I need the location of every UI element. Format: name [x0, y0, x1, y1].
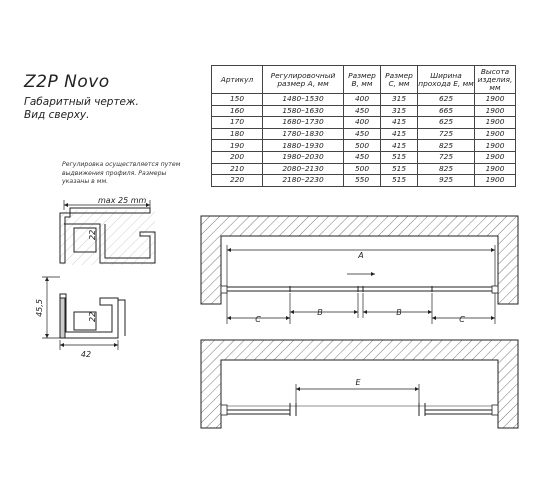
table-cell: 315 [381, 105, 418, 117]
table-cell: 450 [344, 105, 381, 117]
table-cell: 550 [344, 175, 381, 187]
table-cell: 400 [344, 117, 381, 129]
table-cell: 170 [212, 117, 263, 129]
table-cell: 1900 [475, 151, 516, 163]
table-cell: 210 [212, 163, 263, 175]
subtitle-line-1: Габаритный чертеж. [24, 96, 139, 108]
product-title: Z2P Novo [24, 72, 110, 92]
table-cell: 415 [381, 128, 418, 140]
table-cell: 500 [344, 140, 381, 152]
dim-22-label-lower: 22 [88, 311, 97, 322]
table-cell: 450 [344, 128, 381, 140]
table-cell: 925 [418, 175, 475, 187]
table-cell: 515 [381, 163, 418, 175]
table-cell: 450 [344, 151, 381, 163]
table-cell: 515 [381, 151, 418, 163]
table-cell: 1900 [475, 140, 516, 152]
table-cell: 1900 [475, 117, 516, 129]
table-cell: 1580–1630 [263, 105, 344, 117]
table-cell: 400 [344, 94, 381, 106]
dim-e-label: E [355, 378, 361, 387]
table-cell: 150 [212, 94, 263, 106]
table-cell: 2180–2230 [263, 175, 344, 187]
dim-height-label: 45,5 [35, 299, 44, 317]
table-cell: 1900 [475, 163, 516, 175]
table-cell: 625 [418, 94, 475, 106]
table-cell: 725 [418, 151, 475, 163]
table-cell: 190 [212, 140, 263, 152]
table-cell: 200 [212, 151, 263, 163]
col-header: Размер C, мм [381, 66, 418, 94]
table-cell: 180 [212, 128, 263, 140]
col-header: Ширина прохода E, мм [418, 66, 475, 94]
table-cell: 725 [418, 128, 475, 140]
table-cell: 515 [381, 175, 418, 187]
table-cell: 220 [212, 175, 263, 187]
adjustment-note: Регулировка осуществляется путем выдвижения профиля. Размеры указаны в мм. [62, 161, 181, 185]
table-cell: 665 [418, 105, 475, 117]
table-cell: 1900 [475, 128, 516, 140]
table-cell: 315 [381, 94, 418, 106]
table-cell: 825 [418, 163, 475, 175]
col-header: Размер B, мм [344, 66, 381, 94]
dim-b-left-label: B [317, 308, 323, 317]
table-cell: 1480–1530 [263, 94, 344, 106]
table-cell: 825 [418, 140, 475, 152]
plan-view-closed [201, 216, 518, 304]
table-cell: 1900 [475, 94, 516, 106]
subtitle-line-2: Вид сверху. [24, 109, 90, 121]
table-cell: 2080–2130 [263, 163, 344, 175]
dim-width-label: 42 [80, 350, 92, 359]
table-cell: 1680–1730 [263, 117, 344, 129]
col-header: Артикул [212, 66, 263, 94]
table-cell: 415 [381, 140, 418, 152]
col-header: Высота изделия, мм [475, 66, 516, 94]
dim-c-right-label: C [459, 315, 465, 324]
dim-a-label: A [358, 251, 364, 260]
table-cell: 1780–1830 [263, 128, 344, 140]
table-cell: 1880–1930 [263, 140, 344, 152]
table-cell: 415 [381, 117, 418, 129]
dim-22-label: 22 [88, 229, 97, 240]
table-cell: 625 [418, 117, 475, 129]
dim-c-left-label: C [255, 315, 261, 324]
table-cell: 1900 [475, 175, 516, 187]
dim-max-label: max 25 mm [98, 196, 147, 205]
table-cell: 160 [212, 105, 263, 117]
table-cell: 1980–2030 [263, 151, 344, 163]
table-cell: 1900 [475, 105, 516, 117]
dim-b-right-label: B [396, 308, 402, 317]
profile-section-drawing [59, 208, 155, 338]
table-cell: 500 [344, 163, 381, 175]
col-header: Регулировочный размер A, мм [263, 66, 344, 94]
